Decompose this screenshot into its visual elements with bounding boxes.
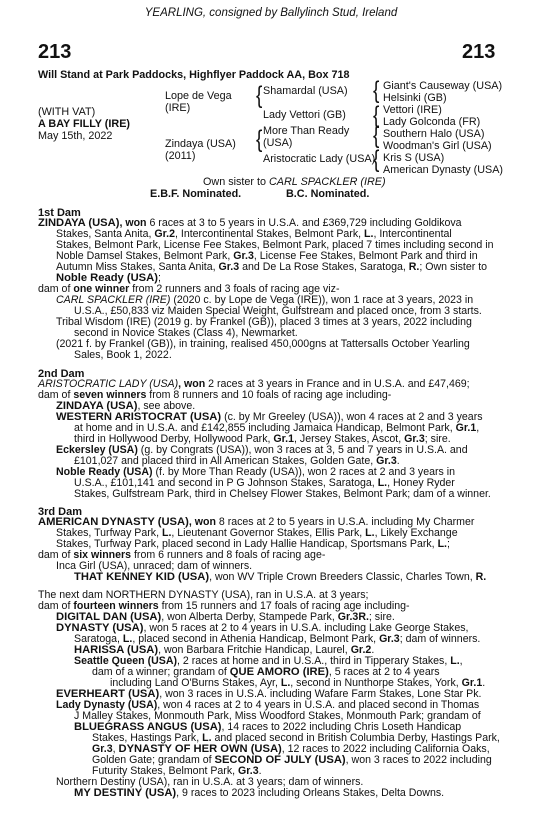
- text-line: Sales, Book 1, 2022.: [74, 349, 172, 361]
- text-line: Stakes, Turfway Park, L., Lieutenant Governor Stakes, Ellis Park, L., Likely Exchange: [56, 527, 458, 539]
- pedigree-sire: Lope de Vega: [165, 90, 232, 102]
- pedigree-sdd: Lady Golconda (FR): [383, 116, 481, 128]
- brace-sd: {: [373, 102, 380, 129]
- pedigree-ddd: American Dynasty (USA): [383, 164, 503, 176]
- text-line: WESTERN ARISTOCRAT (USA) (c. by Mr Greeley (USA)), won 4 races at 2 and 3 years: [56, 411, 483, 423]
- text-line: BLUEGRASS ANGUS (USA), 14 races to 2022 including Chris Loseth Handicap: [74, 721, 462, 733]
- text-line: Noble Damsel Stakes, Belmont Park, Gr.3, License Fee Stakes, Belmont Park and third in: [56, 250, 478, 262]
- text-line: THAT KENNEY KID (USA), won WV Triple Crown Breeders Classic, Charles Town, R.: [74, 571, 487, 583]
- text-line: ZINDAYA (USA), see above.: [56, 400, 196, 412]
- text-line: DIGITAL DAN (USA), won Alberta Derby, Stampede Park, Gr.3R.; sire.: [56, 611, 395, 623]
- text-line: DYNASTY (USA), won 5 races at 2 to 4 years in U.S.A. including Lake George Stakes,: [56, 622, 469, 634]
- text-line: second in Novice Stakes (Class 4), Newmarket.: [74, 327, 298, 339]
- pedigree-dam: Zindaya (USA): [165, 138, 236, 150]
- brace-dd: {: [373, 146, 380, 173]
- brace-ss: {: [373, 77, 380, 104]
- catalogue-header: YEARLING, consigned by Ballylinch Stud, Ireland: [144, 7, 398, 19]
- ebf-nominated: E.B.F. Nominated.: [150, 188, 242, 200]
- text-line: HARISSA (USA), won Barbara Fritchie Handicap, Laurel, Gr.2.: [74, 644, 375, 656]
- text-line: Seattle Queen (USA), 2 races at home and in U.S.A., third in Tipperary Stakes, L.,: [74, 655, 463, 667]
- text-line: dam of one winner from 2 runners and 3 foals of racing age viz-: [38, 283, 340, 295]
- text-line: Golden Gate; grandam of SECOND OF JULY (USA), won 3 races to 2022 including: [92, 754, 492, 766]
- text-line: Stakes, Belmont Park, License Fee Stakes, Belmont Park, placed 7 times including second in: [56, 239, 494, 251]
- sister-note: [203, 176, 386, 188]
- text-line: U.S.A., £101,141 and second in P G Johnson Stakes, Saratoga, L., Honey Ryder: [74, 477, 455, 489]
- text-line: Northern Destiny (USA), ran in U.S.A. at 3 years; dam of winners.: [56, 776, 364, 788]
- pedigree-dsd: Woodman's Girl (USA): [383, 140, 492, 152]
- brace-sire: {: [256, 82, 263, 109]
- section-heading-3rd-dam: 3rd Dam: [38, 506, 83, 518]
- pedigree-sire-dam: Lady Vettori (GB): [263, 109, 346, 121]
- text-line: dam of six winners from 6 runners and 8 foals of racing age-: [38, 549, 326, 561]
- text-line: Noble Ready (USA) (f. by More Than Ready (USA)), won 2 races at 2 and 3 years in: [56, 466, 455, 478]
- vat-note: (WITH VAT): [38, 106, 96, 118]
- pedigree-dam-year: (2011): [165, 150, 196, 162]
- section-heading-1st-dam: 1st Dam: [38, 207, 81, 219]
- text-line: Futurity Stakes, Belmont Park, Gr.3.: [92, 765, 262, 777]
- foaling-date: May 15th, 2022: [38, 130, 113, 142]
- text-line: Saratoga, L., placed second in Athenia Handicap, Belmont Park, Gr.3; dam of winners.: [74, 633, 481, 645]
- lot-number-left: 213: [38, 41, 72, 63]
- text-line: J Malley Stakes, Monmouth Park, Miss Woodford Stakes, Monmouth Park; grandam of: [74, 710, 481, 722]
- text-line: ZINDAYA (USA), won 6 races at 3 to 5 years in U.S.A. and £369,729 including Goldikova: [38, 217, 462, 229]
- bc-nominated: B.C. Nominated.: [286, 188, 370, 200]
- section-heading-2nd-dam: 2nd Dam: [38, 368, 85, 380]
- text-line: The next dam NORTHERN DYNASTY (USA), ran in U.S.A. at 3 years;: [38, 589, 369, 601]
- text-line: U.S.A., £50,833 viz Maiden Special Weight, Gulfstream and placed once, from 3 starts.: [74, 305, 482, 317]
- text-line: £101,027 and placed third in All American Stakes, Golden Gate, Gr.3.: [74, 455, 400, 467]
- pedigree-dam-dam: Aristocratic Lady (USA): [263, 153, 376, 165]
- text-line: (2021 f. by Frankel (GB)), in training, realised 450,000gns at Tattersalls October Yearling: [56, 338, 470, 350]
- brace-dam: {: [256, 126, 263, 153]
- pedigree-dss: Southern Halo (USA): [383, 128, 485, 140]
- text-line: Stakes, Hastings Park, L. and placed second in British Columbia Derby, Hastings Park,: [92, 732, 500, 744]
- pedigree-dam-sire: More Than Ready: [263, 125, 350, 137]
- text-line: Inca Girl (USA), unraced; dam of winners.: [56, 560, 253, 572]
- text-line: dam of seven winners from 8 runners and 10 foals of racing age including-: [38, 389, 392, 401]
- text-line: Gr.3, DYNASTY OF HER OWN (USA), 12 races to 2022 including California Oaks,: [92, 743, 490, 755]
- text-line: dam of a winner; grandam of QUE AMORO (IRE), 5 races at 2 to 4 years: [92, 666, 440, 678]
- pedigree-sds: Vettori (IRE): [383, 104, 442, 116]
- pedigree-dam-sire-country: (USA): [263, 137, 293, 149]
- text-line: third in Hollywood Derby, Hollywood Park, Gr.1, Jersey Stakes, Ascot, Gr.3; sire.: [74, 433, 451, 445]
- horse-name: A BAY FILLY (IRE): [38, 118, 130, 130]
- lot-number-right: 213: [462, 41, 496, 63]
- text-line: Stakes, Turfway Park, placed second in Lady Hallie Handicap, Sportsmans Park, L.;: [56, 538, 450, 550]
- text-line: Stakes, Santa Anita, Gr.2, Intercontinental Stakes, Belmont Park, L., Intercontinental: [56, 228, 452, 240]
- text-line: ARISTOCRATIC LADY (USA), won 2 races at 3 years in France and in U.S.A. and £47,469;: [38, 378, 470, 390]
- text-line: CARL SPACKLER (IRE) (2020 c. by Lope de Vega (IRE)), won 1 race at 3 years, 2023 in: [56, 294, 474, 306]
- text-line: EVERHEART (USA), won 3 races in U.S.A. including Wafare Farm Stakes, Lone Star Pk.: [56, 688, 482, 700]
- text-line: Noble Ready (USA);: [56, 272, 161, 284]
- pedigree-dds: Kris S (USA): [383, 152, 445, 164]
- sister-note-prefix: Own sister to: [203, 176, 269, 188]
- pedigree-sss: Giant's Causeway (USA): [383, 80, 503, 92]
- text-line: Tribal Wisdom (IRE) (2019 g. by Frankel (GB)), placed 3 times at 3 years, 2022 including: [56, 316, 472, 328]
- text-line: Eckersley (USA) (g. by Congrats (USA)), won 3 races at 3, 5 and 7 years in U.S.A. and: [56, 444, 468, 456]
- text-line: at home and in U.S.A. and £142,855 including Jamaica Handicap, Belmont Park, Gr.1,: [74, 422, 480, 434]
- text-line: Stakes, Gulfstream Park, third in Chelsey Flower Stakes, Belmont Park; dam of a winner.: [74, 488, 491, 500]
- text-line: Autumn Miss Stakes, Santa Anita, Gr.3 and De La Rose Stakes, Saratoga, R.; Own sister to: [56, 261, 488, 273]
- stand-location: Will Stand at Park Paddocks, Highflyer Paddock AA, Box 718: [38, 69, 350, 81]
- pedigree-ssd: Helsinki (GB): [383, 92, 447, 104]
- text-line: including Land O'Burns Stakes, Ayr, L., second in Nunthorpe Stakes, York, Gr.1.: [110, 677, 486, 689]
- pedigree-sire-country: (IRE): [165, 102, 191, 114]
- brace-ds: {: [373, 122, 380, 149]
- text-line: dam of fourteen winners from 15 runners and 17 foals of racing age including-: [38, 600, 410, 612]
- text-line: AMERICAN DYNASTY (USA), won 8 races at 2 to 5 years in U.S.A. including My Charmer: [38, 516, 475, 528]
- text-line: Lady Dynasty (USA), won 4 races at 2 to 4 years in U.S.A. and placed second in Thomas: [56, 699, 480, 711]
- text-line: MY DESTINY (USA), 9 races to 2023 including Orleans Stakes, Delta Downs.: [74, 787, 445, 799]
- sister-note-name: CARL SPACKLER (IRE): [269, 176, 386, 188]
- pedigree-sire-sire: Shamardal (USA): [263, 85, 348, 97]
